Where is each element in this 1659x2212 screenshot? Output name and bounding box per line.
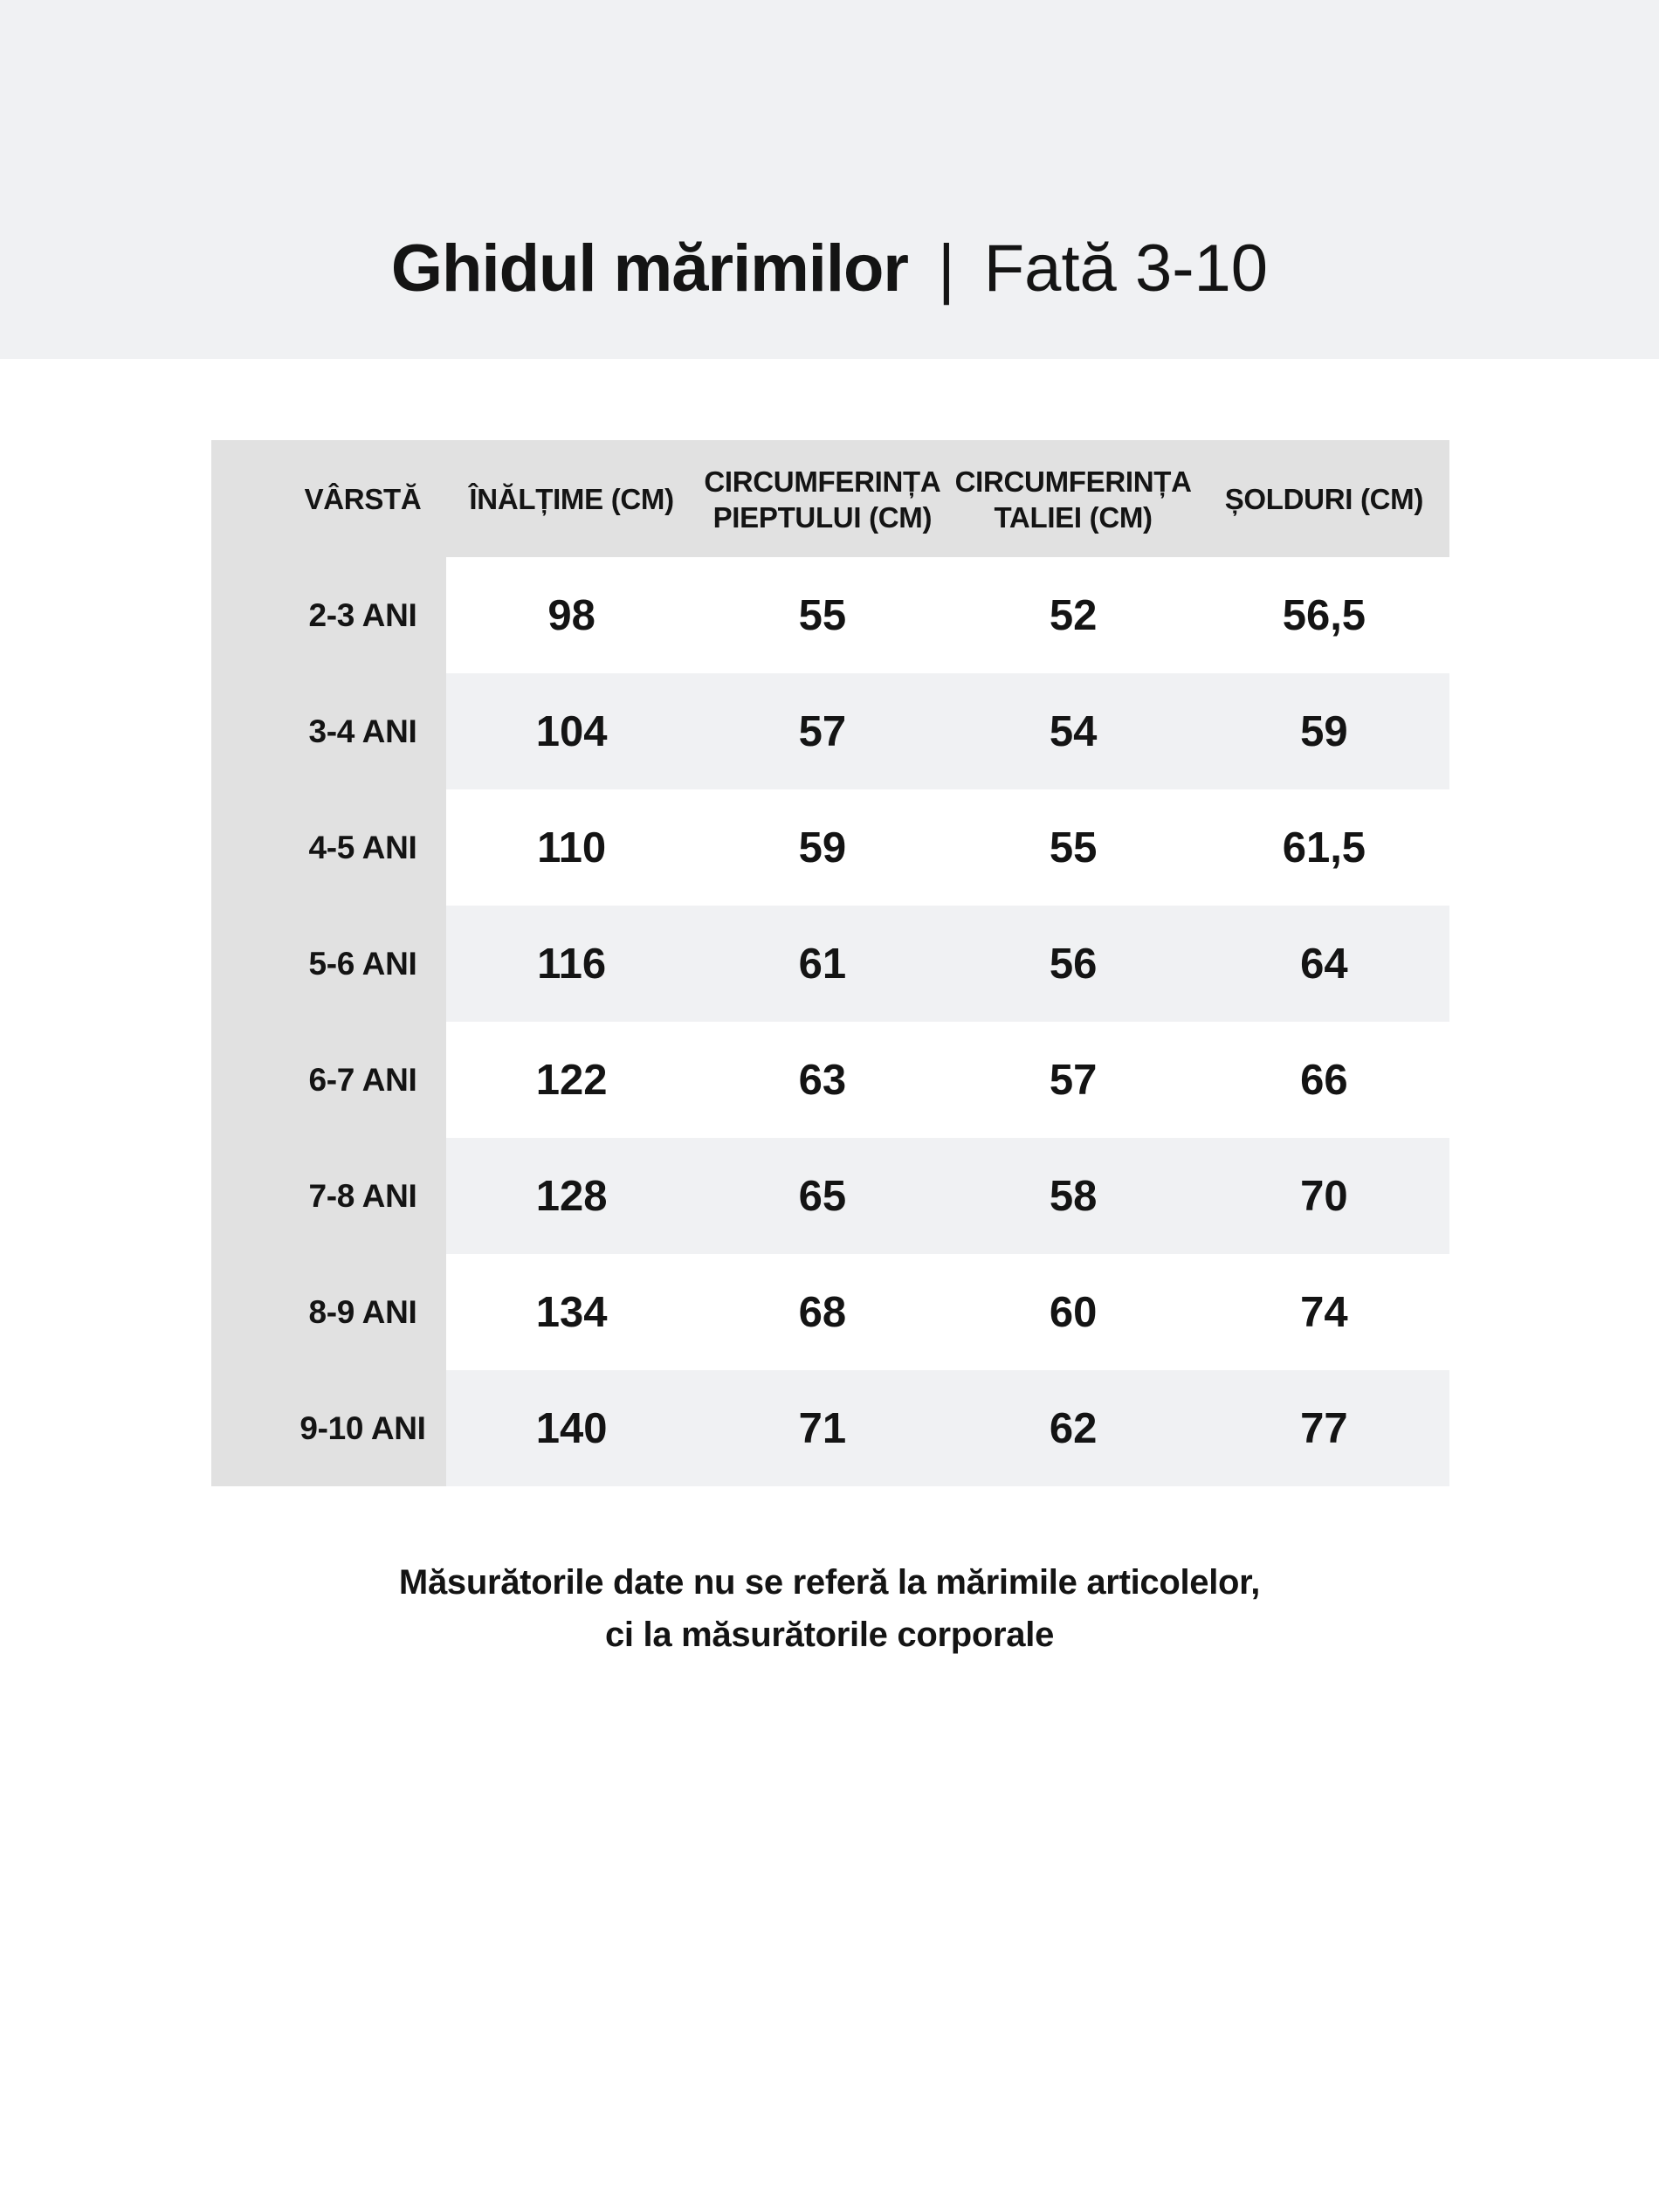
chest-cell: 65	[798, 1172, 847, 1220]
age-cell: 3-4 ANI	[211, 673, 446, 789]
height-cell: 98	[547, 591, 595, 639]
page-title-subtitle: Fată 3-10	[983, 231, 1269, 306]
chest-cell: 61	[798, 940, 847, 988]
title-banner	[0, 0, 1659, 359]
hips-cell: 61,5	[1282, 823, 1366, 872]
hips-cell: 77	[1300, 1404, 1348, 1452]
table-row	[211, 557, 1449, 673]
age-cell: 6-7 ANI	[211, 1022, 446, 1138]
table-row	[211, 1370, 1449, 1486]
waist-cell: 57	[1049, 1056, 1098, 1104]
height-cell: 116	[537, 940, 607, 988]
height-cell: 128	[535, 1172, 608, 1220]
chest-cell: 68	[798, 1288, 847, 1336]
table-row	[211, 906, 1449, 1022]
column-header-chest: CIRCUMFERINȚA PIEPTULUI (CM)	[704, 465, 941, 534]
chest-cell: 59	[798, 823, 847, 872]
height-cell: 122	[535, 1056, 608, 1104]
waist-cell: 58	[1049, 1172, 1098, 1220]
table-row	[211, 1138, 1449, 1254]
waist-cell: 52	[1049, 591, 1098, 639]
waist-cell: 55	[1049, 823, 1098, 872]
chest-cell: 63	[798, 1056, 847, 1104]
hips-cell: 66	[1300, 1056, 1348, 1104]
hips-cell: 64	[1300, 940, 1348, 988]
hips-cell: 74	[1300, 1288, 1348, 1336]
table-row	[211, 1254, 1449, 1370]
column-header-waist: CIRCUMFERINȚA TALIEI (CM)	[954, 465, 1192, 534]
column-header-age: VÂRSTĂ	[211, 440, 446, 557]
page-title-main: Ghidul mărimilor	[390, 231, 908, 306]
hips-cell: 56,5	[1282, 591, 1366, 639]
hips-cell: 70	[1300, 1172, 1348, 1220]
age-cell: 4-5 ANI	[211, 789, 446, 906]
title-separator: |	[938, 231, 954, 306]
size-guide-content	[0, 440, 1659, 1661]
waist-cell: 60	[1049, 1288, 1098, 1336]
height-cell: 110	[537, 823, 607, 872]
table-row	[211, 789, 1449, 906]
height-cell: 134	[535, 1288, 608, 1336]
measurement-note	[0, 1556, 1659, 1661]
waist-cell: 56	[1049, 940, 1098, 988]
measurement-note-line2: ci la măsurătorile corporale	[604, 1616, 1055, 1654]
hips-cell: 59	[1300, 707, 1348, 755]
measurement-note-line1: Măsurătorile date nu se referă la mărimile articolelor,	[398, 1563, 1261, 1602]
chest-cell: 57	[798, 707, 847, 755]
chest-cell: 71	[798, 1404, 847, 1452]
column-header-hips: ȘOLDURI (CM)	[1224, 483, 1424, 516]
age-cell: 2-3 ANI	[211, 557, 446, 673]
waist-cell: 62	[1049, 1404, 1098, 1452]
table-header-row	[211, 440, 1449, 557]
page-title	[391, 231, 1268, 307]
waist-cell: 54	[1049, 707, 1098, 755]
height-cell: 140	[535, 1404, 608, 1452]
column-header-height: ÎNĂLȚIME (CM)	[469, 483, 674, 516]
age-cell: 8-9 ANI	[211, 1254, 446, 1370]
age-cell: 7-8 ANI	[211, 1138, 446, 1254]
table-row	[211, 673, 1449, 789]
size-table	[211, 440, 1449, 1486]
table-row	[211, 1022, 1449, 1138]
height-cell: 104	[535, 707, 608, 755]
age-cell: 5-6 ANI	[211, 906, 446, 1022]
chest-cell: 55	[798, 591, 847, 639]
age-cell: 9-10 ANI	[211, 1370, 446, 1486]
